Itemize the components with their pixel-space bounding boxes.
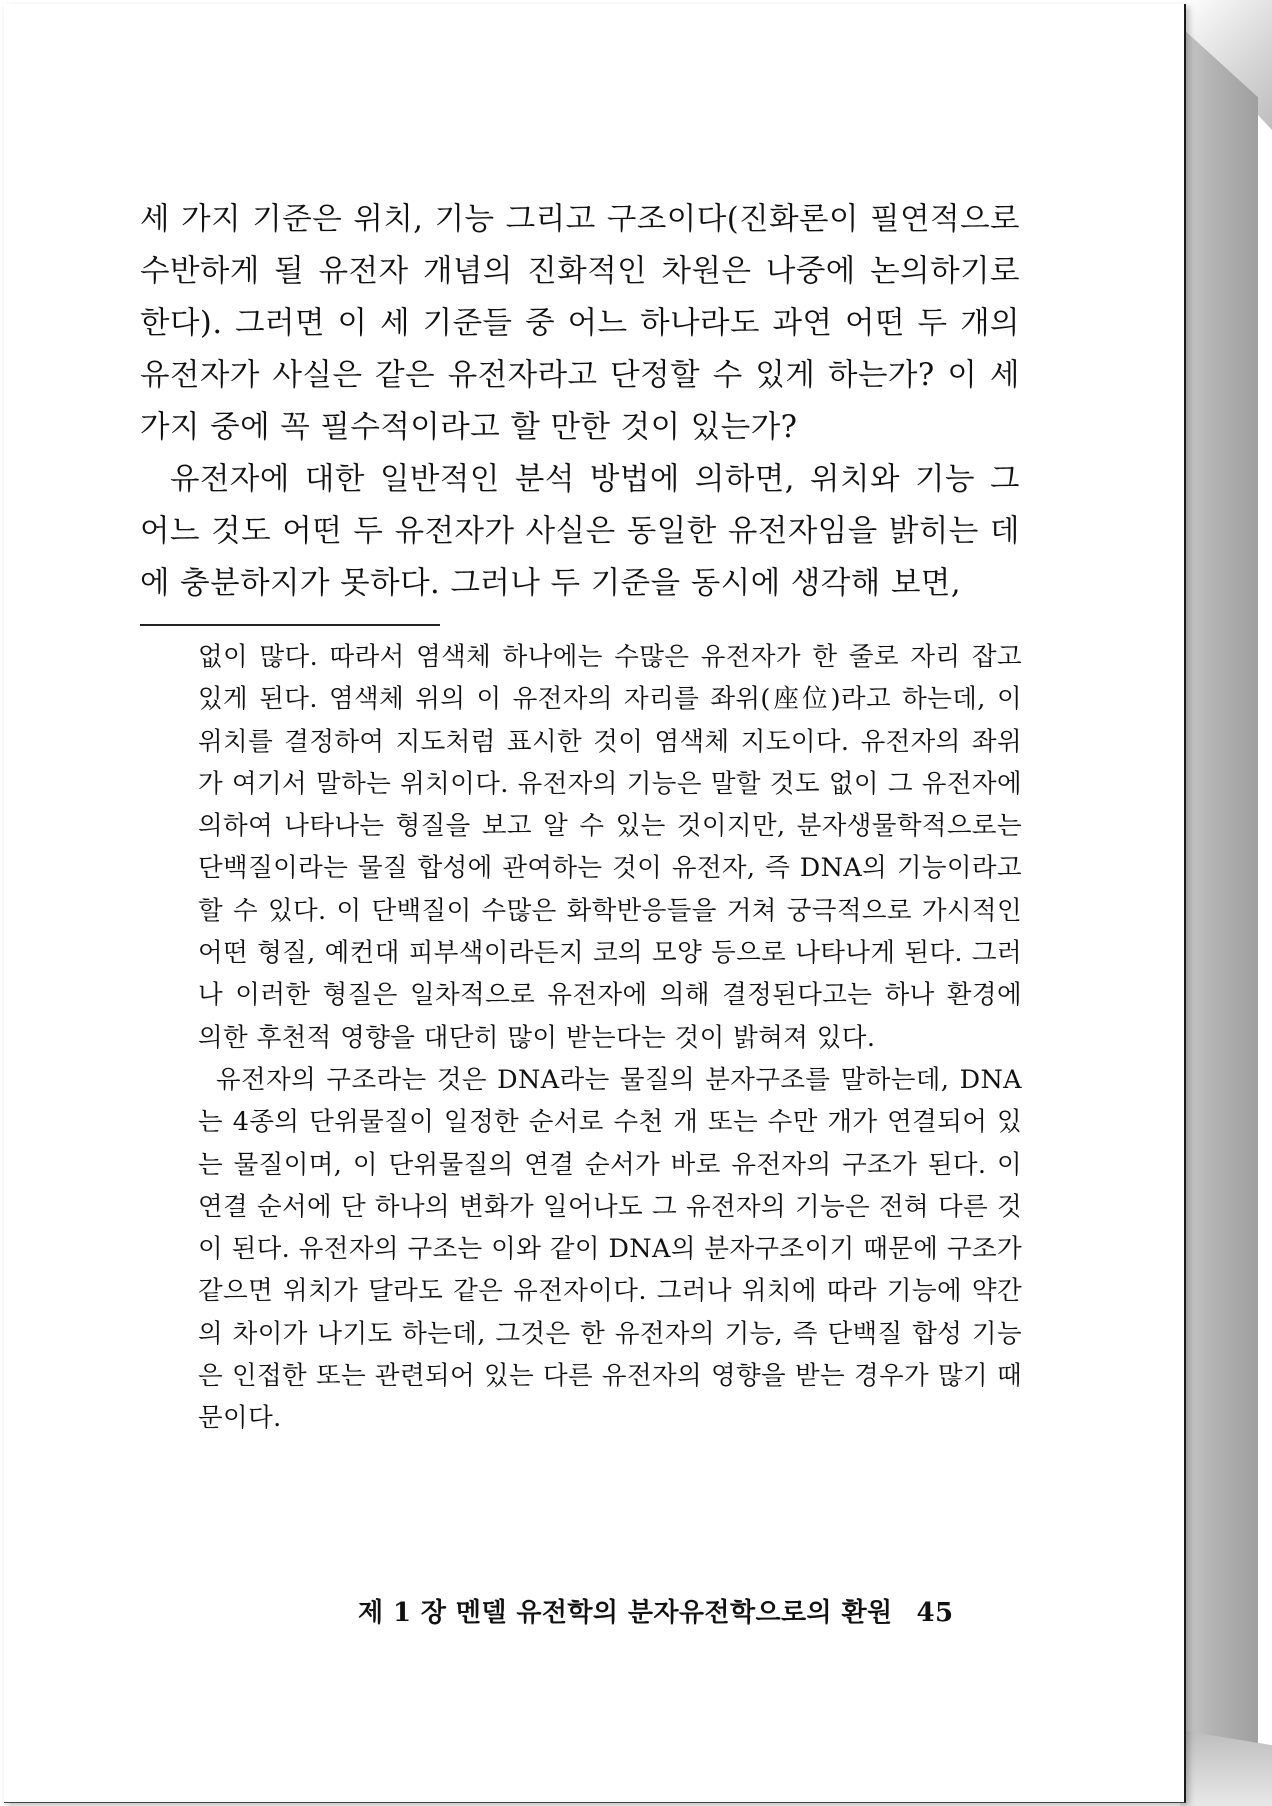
- page-number: 45: [916, 1598, 954, 1628]
- page-footer: [358, 1595, 998, 1631]
- book-edge: [1182, 28, 1258, 1758]
- main-body-text: [140, 194, 1020, 610]
- book-edge-bottom: [1180, 1730, 1272, 1806]
- footnote-paragraph: 없이 많다. 따라서 염색체 하나에는 수많은 유전자가 한 줄로 자리 잡고 있게 된다. 염색체 위의 이 유전자의 자리를 좌위(座位)라고 하는데, 이 위치를 결정하여 지도처럼 표시한 것이 염색체 지도이다. 유전자의 좌위가 여기서 말하는 위치이다. 유전자의 기능은 말할 것도 없이 그 유전자에 의하여 나타나는 형질을 보고 알 수 있는 것이지만, 분자생물학적으로는 단백질이라는 물질 합성에 관여하는 것이 유전자, 즉 DNA의 기능이라고 할 수 있다. 이 단백질이 수많은 화학반응들을 거쳐 궁극적으로 가시적인 어떤 형질, 예컨대 피부색이라든지 코의 모양 등으로 나타나게 된다. 그러나 이러한 형질은 일차적으로 유전자에 의해 결정된다고는 하나 환경에 의한 후천적 영향을 대단히 많이 받는다는 것이 밝혀져 있다.: [198, 642, 1022, 1053]
- footnote-paragraph: 유전자의 구조라는 것은 DNA라는 물질의 분자구조를 말하는데, DNA는 4종의 단위물질이 일정한 순서로 수천 개 또는 수만 개가 연결되어 있는 물질이며, 이 단위물질의 연결 순서가 바로 유전자의 구조가 된다. 이 연결 순서에 단 하나의 변화가 일어나도 그 유전자의 기능은 전혀 다른 것이 된다. 유전자의 구조는 이와 같이 DNA의 분자구조이기 때문에 구조가 같으면 위치가 달라도 같은 유전자이다. 그러나 위치에 따라 기능에 약간의 차이가 나기도 하는데, 그것은 한 유전자의 기능, 즉 단백질 합성 기능은 인접한 또는 관련되어 있는 다른 유전자의 영향을 받는 경우가 많기 때문이다.: [198, 1064, 1023, 1434]
- body-paragraph: 세 가지 기준은 위치, 기능 그리고 구조이다(진화론이 필연적으로 수반하게 될 유전자 개념의 진화적인 차원은 나중에 논의하기로 한다). 그러면 이 세 기준들 중 어느 하나라도 과연 어떤 두 개의 유전자가 사실은 같은 유전자라고 단정할 수 있게 하는가? 이 세 가지 중에 꼭 필수적이라고 할 만한 것이 있는가?: [140, 202, 1020, 445]
- footnote-text: [198, 636, 1022, 1440]
- chapter-title: 제 1 장 멘델 유전학의 분자유전학으로의 환원: [358, 1598, 893, 1628]
- book-page: [4, 4, 1186, 1803]
- body-paragraph: 유전자에 대한 일반적인 분석 방법에 의하면, 위치와 기능 그 어느 것도 어떤 두 유전자가 사실은 동일한 유전자임을 밝히는 데에 충분하지가 못하다. 그러나 두 기준을 동시에 생각해 보면,: [140, 462, 1020, 601]
- footnote-divider: [140, 624, 440, 626]
